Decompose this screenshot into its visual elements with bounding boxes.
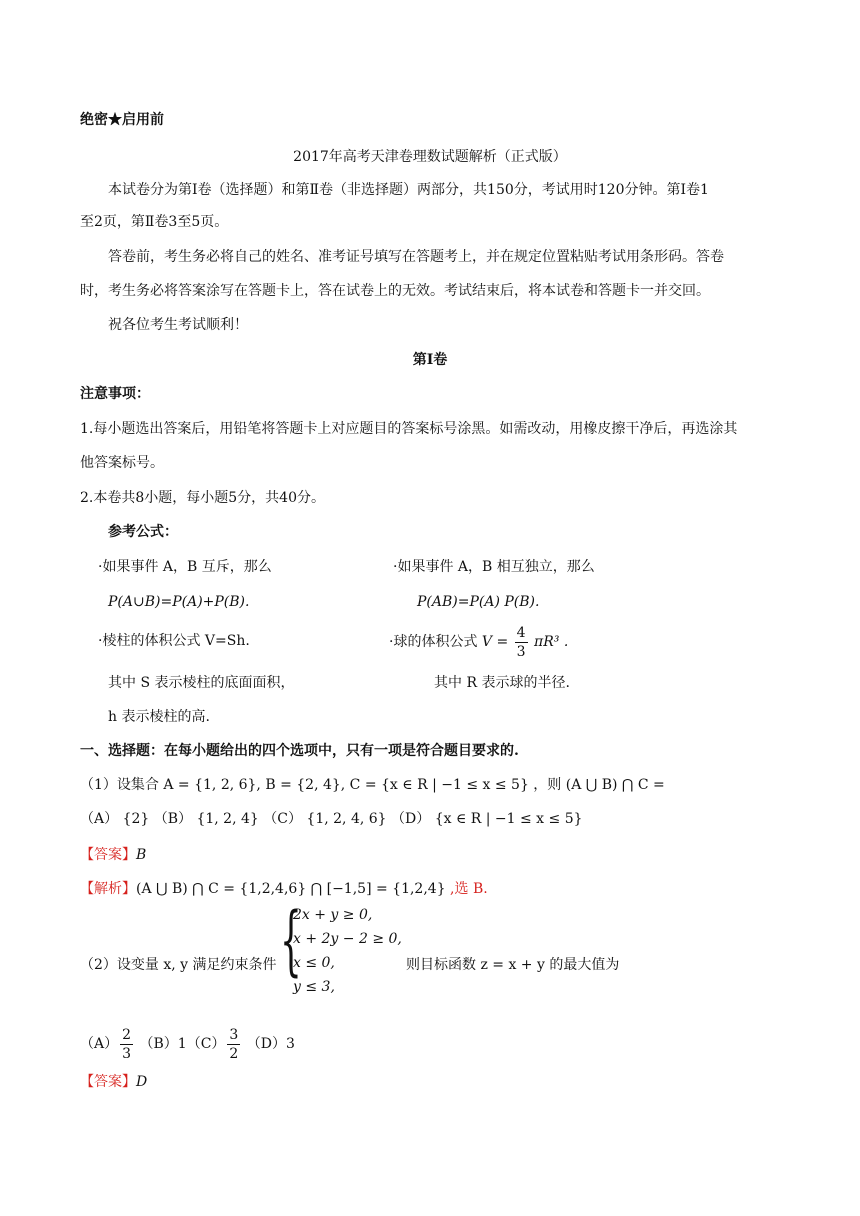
page-title: 2017年高考天津卷理数试题解析（正式版） xyxy=(293,149,567,165)
fraction-numerator: 2 xyxy=(122,1026,132,1043)
constraint-2: x + 2y − 2 ≥ 0, xyxy=(293,931,402,947)
fraction-numerator: 4 xyxy=(516,624,526,641)
q2-option-b: （B）1（C） xyxy=(139,1036,226,1052)
intro-para2-line2: 时，考生务必将答案涂写在答题卡上，答在试卷上的无效。考试结束后，将本试卷和答题卡一并交回。 xyxy=(80,283,710,299)
section1-heading: 第Ⅰ卷 xyxy=(412,352,448,368)
constraint-4: y ≤ 3, xyxy=(293,979,335,995)
fraction-denominator: 3 xyxy=(122,1045,132,1062)
formula-right-2: P(AB)=P(A) P(B). xyxy=(417,594,540,610)
analysis-label: 【解析】 xyxy=(80,881,136,897)
notes-title: 注意事项： xyxy=(80,386,150,402)
q2-option-a-label: （A） xyxy=(80,1036,119,1052)
constraint-brace: { xyxy=(280,895,302,984)
formula-left-4: 其中 S 表示棱柱的底面面积， xyxy=(108,675,295,691)
note1-line1: 1.每小题选出答案后，用铅笔将答题卡上对应题目的答案标号涂黑。如需改动，用橡皮擦干净后，再选涂其 xyxy=(80,421,738,437)
constraint-3: x ≤ 0, xyxy=(293,955,335,971)
answer-label: 【答案】 xyxy=(80,1074,136,1090)
part1-heading: 一、选择题：在每小题给出的四个选项中，只有一项是符合题目要求的. xyxy=(80,743,519,759)
constraint-system xyxy=(293,903,402,999)
formula-sphere-volume xyxy=(389,622,568,662)
fraction-numerator: 3 xyxy=(229,1026,239,1043)
sphere-volume-fraction xyxy=(515,624,528,661)
q2-option-d: （D）3 xyxy=(246,1036,295,1052)
note2: 2.本卷共8小题，每小题5分，共40分。 xyxy=(80,490,325,506)
q1-options: （A） {2} （B） {1, 2, 4} （C） {1, 2, 4, 6} （D） {x ∈ R | −1 ≤ x ≤ 5} xyxy=(80,811,583,827)
answer-value: B xyxy=(136,847,147,863)
q2-prefix: （2）设变量 x, y 满足约束条件 xyxy=(80,957,277,973)
formula-left-1: ·如果事件 A，B 互斥，那么 xyxy=(98,559,272,575)
answer-label: 【答案】 xyxy=(80,847,136,863)
q2-suffix: 则目标函数 z = x + y 的最大值为 xyxy=(406,957,620,973)
sphere-volume-tail: πR³ . xyxy=(534,634,569,650)
fraction-denominator: 2 xyxy=(229,1045,239,1062)
q2-option-c-fraction xyxy=(227,1026,240,1063)
sphere-volume-prefix: ·球的体积公式 xyxy=(389,634,478,650)
analysis-text: (A ⋃ B) ⋂ C = {1,2,4,6} ⋂ [−1,5] = {1,2,4} xyxy=(136,881,446,897)
q1-stem: （1）设集合 A = {1, 2, 6}, B = {2, 4}, C = {x ∈ R | −1 ≤ x ≤ 5} ，则 (A ⋃ B) ⋂ C = xyxy=(80,777,665,793)
q2-option-a-fraction xyxy=(120,1026,133,1063)
note1-line2: 他答案标号。 xyxy=(80,455,164,471)
analysis-tail: ,选 B. xyxy=(445,881,488,897)
formula-right-4: 其中 R 表示球的半径. xyxy=(434,675,570,691)
intro-para1-line1: 本试卷分为第Ⅰ卷（选择题）和第Ⅱ卷（非选择题）两部分，共150分，考试用时120分钟。第Ⅰ卷1 xyxy=(108,182,709,198)
secret-mark: 绝密★启用前 xyxy=(80,112,164,128)
formula-right-1: ·如果事件 A，B 相互独立，那么 xyxy=(393,559,595,575)
formula-left-3: ·棱柱的体积公式 V=Sh. xyxy=(98,633,250,649)
sphere-volume-lhs: V = xyxy=(481,634,509,650)
intro-para1-line2: 至2页，第Ⅱ卷3至5页。 xyxy=(80,214,229,230)
answer-value: D xyxy=(136,1074,148,1090)
q2-answer xyxy=(80,1072,147,1092)
q1-answer xyxy=(80,845,146,865)
formula-left-2: P(A∪B)=P(A)+P(B). xyxy=(108,594,250,610)
formula-left-5: h 表示棱柱的高. xyxy=(108,709,210,725)
fraction-denominator: 3 xyxy=(516,643,526,660)
constraint-1: 2x + y ≥ 0, xyxy=(293,907,373,923)
formulas-title: 参考公式： xyxy=(108,524,178,540)
intro-para3: 祝各位考生考试顺利！ xyxy=(108,317,248,333)
q2-options xyxy=(80,1024,295,1064)
intro-para2-line1: 答卷前，考生务必将自己的姓名、准考证号填写在答题考上，并在规定位置粘贴考试用条形码。答卷 xyxy=(108,249,724,265)
